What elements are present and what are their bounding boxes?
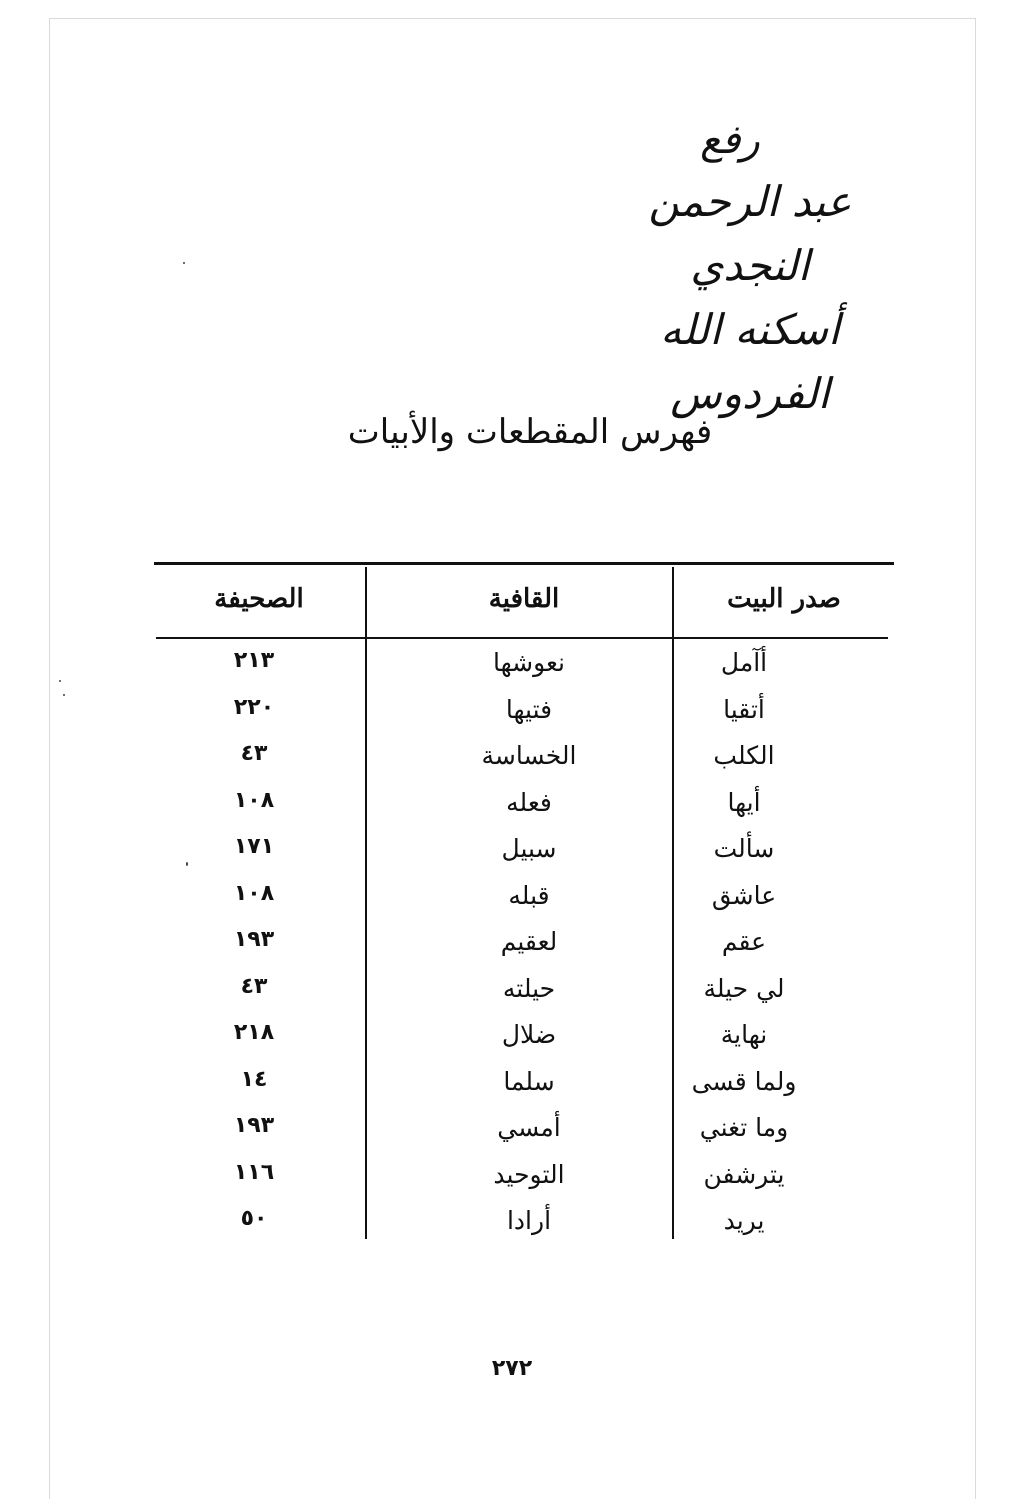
page-title: فهرس المقطعات والأبيات — [347, 412, 713, 452]
index-table — [154, 562, 894, 1242]
cell-page: ١٠٨ — [233, 880, 275, 906]
seal-line-3: أسكنه الله الفردوس — [660, 305, 840, 418]
table-row — [154, 1109, 894, 1156]
header-page: الصحيفة — [214, 584, 304, 614]
cell-first-line: الكلب — [713, 741, 775, 770]
page-number: ٢٧٢ — [491, 1356, 533, 1381]
cell-page: ١١٦ — [233, 1159, 275, 1185]
cell-rhyme: ضلال — [501, 1020, 557, 1049]
cell-first-line: وما تغني — [699, 1113, 789, 1142]
cell-page: ٤٣ — [240, 973, 268, 999]
seal-line-2: عبد الرحمن النجدي — [648, 177, 852, 290]
cell-page: ٢١٨ — [233, 1020, 275, 1045]
table-row — [154, 970, 894, 1017]
scan-speck — [59, 680, 61, 682]
cell-first-line: نهاية — [720, 1020, 768, 1049]
cell-rhyme: أرادا — [506, 1206, 552, 1235]
cell-page: ١٠٨ — [233, 787, 275, 813]
cell-page: ٥٠ — [240, 1206, 268, 1231]
cell-page: ١٩٣ — [233, 927, 275, 952]
cell-first-line: أتقيا — [723, 694, 765, 724]
cell-page: ٤٣ — [240, 741, 268, 766]
seal-line-1: رفع — [700, 117, 760, 163]
handwritten-seal — [590, 110, 910, 418]
table-row — [154, 877, 894, 924]
table-row — [154, 1202, 894, 1249]
cell-page: ١٩٣ — [233, 1113, 275, 1138]
cell-rhyme: قبله — [508, 880, 550, 910]
cell-first-line: أآمل — [720, 648, 768, 677]
cell-rhyme: التوحيد — [493, 1159, 565, 1189]
table-header-rule — [156, 637, 888, 639]
cell-page: ٢٢٠ — [233, 694, 275, 720]
cell-first-line: أيها — [727, 787, 761, 817]
table-top-rule — [154, 562, 894, 565]
cell-first-line: عقم — [721, 927, 767, 956]
cell-rhyme: نعوشها — [492, 648, 566, 677]
table-body — [154, 644, 894, 1249]
table-row — [154, 644, 894, 691]
header-first-line: صدر البيت — [727, 584, 841, 614]
cell-first-line: لي حيلة — [703, 973, 785, 1003]
table-row — [154, 691, 894, 738]
cell-page: ٢١٣ — [233, 648, 275, 673]
cell-page: ١٧١ — [233, 834, 275, 859]
cell-first-line: يريد — [723, 1206, 765, 1235]
cell-rhyme: الخساسة — [481, 741, 577, 770]
table-row — [154, 1156, 894, 1203]
cell-page: ١٤ — [240, 1066, 268, 1092]
table-row — [154, 923, 894, 970]
scan-speck — [183, 262, 185, 264]
cell-rhyme: سبيل — [501, 834, 557, 863]
cell-first-line: عاشق — [711, 880, 777, 910]
scan-speck — [186, 862, 188, 866]
cell-rhyme: سلما — [503, 1066, 555, 1096]
cell-rhyme: فتيها — [505, 694, 553, 724]
table-row — [154, 1016, 894, 1063]
cell-rhyme: فعله — [506, 787, 552, 817]
cell-first-line: سألت — [713, 834, 775, 863]
cell-rhyme: أمسي — [497, 1113, 561, 1142]
table-row — [154, 1063, 894, 1110]
cell-rhyme: لعقيم — [500, 927, 558, 956]
table-row — [154, 830, 894, 877]
cell-first-line: يترشفن — [703, 1159, 785, 1189]
cell-first-line: ولما قسى — [691, 1066, 797, 1096]
scan-speck — [63, 694, 65, 696]
table-row — [154, 737, 894, 784]
cell-rhyme: حيلته — [502, 973, 556, 1003]
header-rhyme: القافية — [488, 584, 560, 614]
table-row — [154, 784, 894, 831]
